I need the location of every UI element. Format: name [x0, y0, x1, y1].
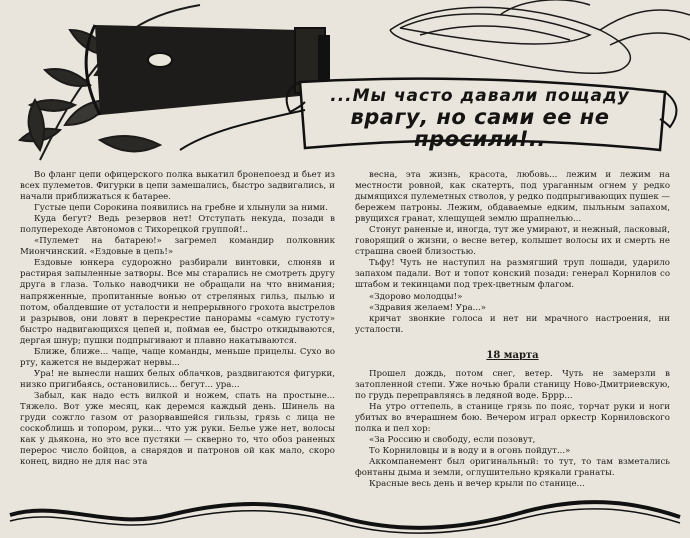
- paragraph: кричат звонкие голоса и нет ни мрачного настроения, ни усталости.: [355, 313, 670, 335]
- paragraph: Ура! не вынесли наших белых облачков, раздвигаются фигурки, низко пригибаясь, остановились... бегут... ура...: [20, 368, 335, 390]
- cannon-barrel-icon: [86, 25, 330, 115]
- paragraph: Куда бегут? Ведь резервов нет! Отступать некуда, позади в полупереходе Автономов с Тихорецкой группой!..: [20, 214, 335, 236]
- headline-line-2: врагу, но сами ее не просили!..: [350, 104, 610, 151]
- paragraph: Ездовые юнкера судорожно разбирали винтовки, слюняв и растирая запыленные затворы. Все мы старались не смотреть другу друга в глаза. Только наводчики не обращали на что внимания; напряженные, пропитанные вонью от стреляных гильз, пылью и потом, обалдевшие от усталости и непрерывного грохота выстрелов и разрывов, они ловят в перекрестие панорамы «самую густоту» быстро надвигающихся цепей и, поймав ее, быстро откидываются, дергая шнур; пушки подпрыгивают и плавно накатываются.: [20, 258, 335, 346]
- paragraph: весна, эта жизнь, красота, любовь... лежим и лежим на местности ровной, как скатерть, под ураганным огнем у редко дымящихся пулеметных стволов, у редко подпрыгивающих пушек — бережем патроны. Лежим, обдаваемые едким, пыльным запахом, рвущихся гранат, хлещущей землю шрапнелью...: [355, 170, 671, 225]
- paragraph: Забыл, как надо есть вилкой и ножем, спать на простыне... Тяжело. Вот уже месяц, как деремся каждый день. Шинель на груди сожгло газом от разорвавшейся гильзы, грязь с лица не соскоблишь и топором, руки... что уж руки. Белье уже нет, волосы как у дьякона, но это все пустяки — скверно то, что обоз раненых перерос число бойцов, а снарядов и патронов ой как мало, скоро конец, видно не для нас эта: [20, 390, 335, 468]
- smoke-swirl-icon: [390, 0, 690, 73]
- paragraph: На утро оттепель, в станице грязь по пояс, торчат руки и ноги убитых во вчерашнем бою. Вечером играл оркестр Корниловского полка и пел хор:: [355, 401, 670, 434]
- paragraph: Красные весь день и вечер крыли по станице...: [369, 479, 585, 490]
- right-column: [355, 170, 670, 490]
- left-column: [20, 170, 335, 468]
- paragraph: Прошел дождь, потом снег, ветер. Чуть не замерзли в затопленной степи. Уже ночью брали станицу Ново-Дмитриевскую, по грудь переправляясь в ледяной воде. Бррр...: [355, 368, 670, 401]
- paragraph: Во фланг цепи офицерского полка выкатил бронепоезд и бьет из всех пулеметов. Фигурки в цепи замешались, быстро задвигались, и начали приближаться к батарее.: [20, 170, 335, 203]
- date-heading: 18 марта: [486, 349, 539, 361]
- paragraph: Ближе, ближе... чаще, чаще команды, меньше прицелы. Сухо во рту, кажется не выдержат нервы...: [20, 346, 335, 368]
- paragraph: Аккомпанемент был оригинальный: то тут, то там взметались фонтаны дыма и земли, оглушительно крякали гранаты.: [355, 457, 670, 479]
- paragraph: Тьфу! Чуть не наступил на размягший труп лошади, ударило запахом падали. Вот и топот конский позади: генерал Корнилов со штабом и текинцами под трех-цветным флагом.: [355, 258, 670, 291]
- paragraph: «Здорово молодцы!»: [369, 291, 463, 302]
- headline: [300, 88, 660, 150]
- headline-line-1: ...Мы часто давали пощаду: [330, 86, 630, 106]
- wavy-divider-icon: [0, 495, 690, 538]
- paragraph: «Пулемет на батарею!» загремел командир полковник Миончинский. «Ездовые в цепь!»: [20, 236, 335, 258]
- paragraph: Стонут раненые и, иногда, тут же умирают, и нежный, ласковый, говорящий о жизни, о весне ветер, колышет волосы их и смерть не страшна своей близостью.: [355, 225, 670, 258]
- song-line: То Корниловцы и в воду и в огонь пойдут...»: [369, 446, 571, 457]
- song-line: «За Россию и свободу, если позовут,: [369, 435, 536, 446]
- paragraph: «Здравия желаем! Ура...»: [369, 302, 487, 313]
- paragraph: Густые цепи Сорокина появились на гребне и хлынули за ними.: [34, 203, 329, 214]
